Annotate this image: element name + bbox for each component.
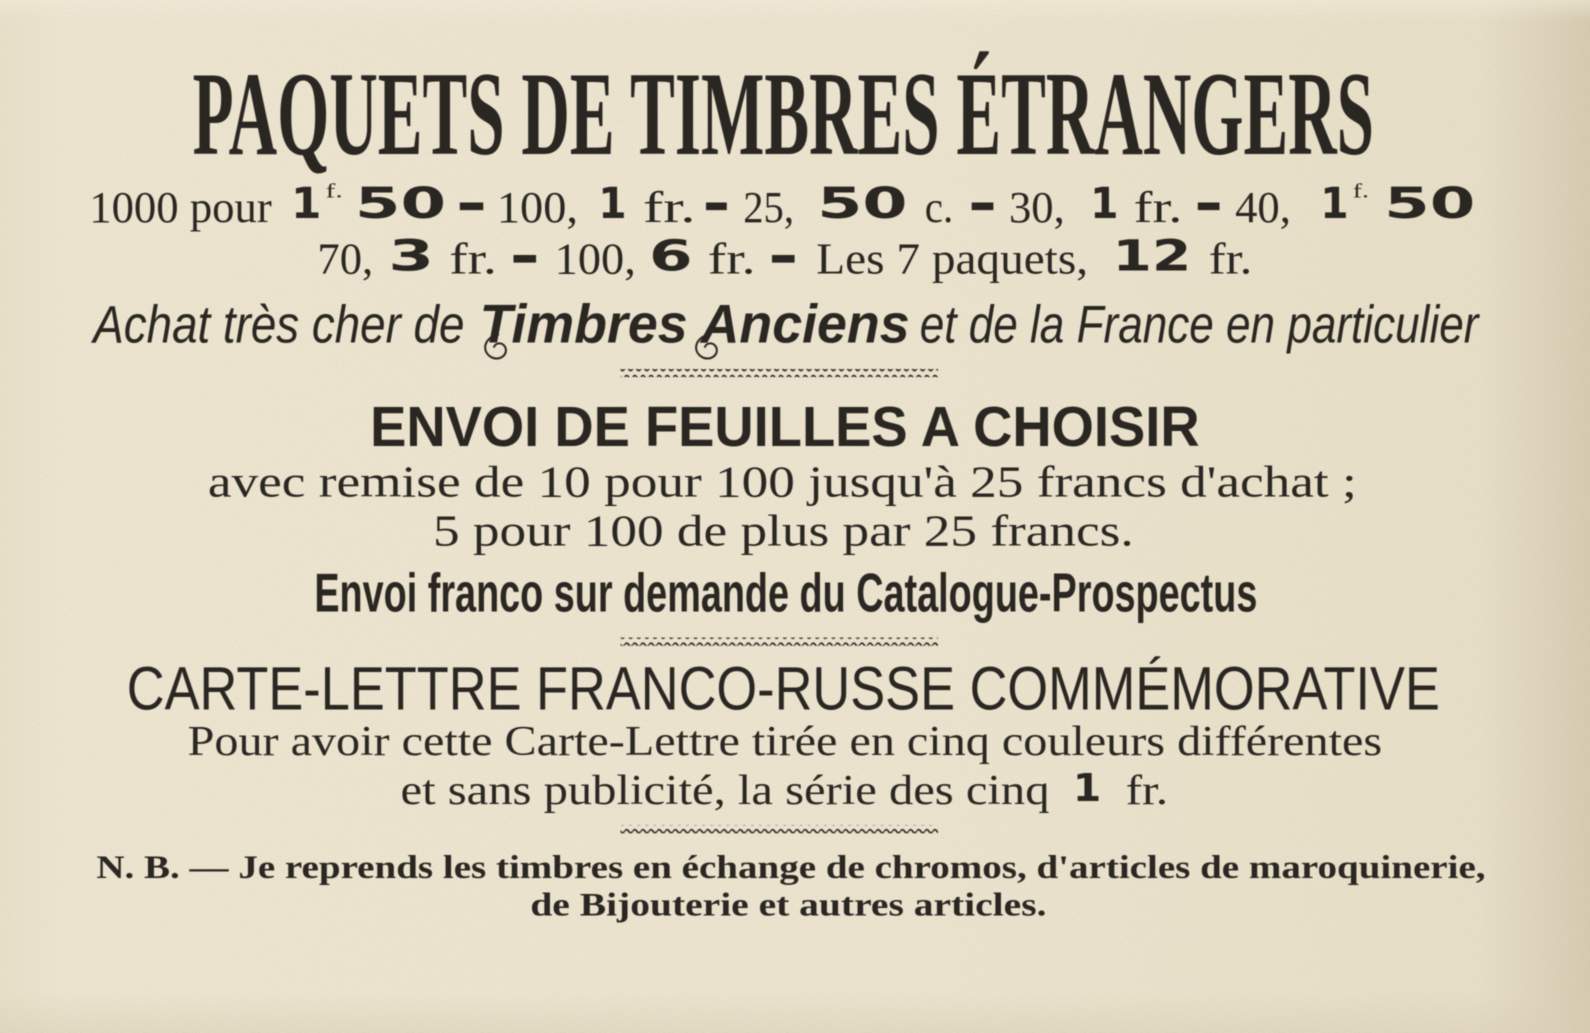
letter-card-amount: 1: [1072, 765, 1102, 811]
price-line-1: [89, 179, 1475, 232]
price-amount: 12: [1112, 231, 1192, 282]
price-dash: –: [1196, 178, 1221, 229]
wavy-divider: [621, 825, 938, 833]
price-amount: 1: [598, 178, 627, 229]
purchase-text: et de la France en particulier: [919, 295, 1481, 355]
purchase-line: [91, 293, 1481, 359]
note-line: de Bijouterie et autres articles.: [530, 887, 1047, 924]
price-dash: –: [704, 178, 729, 229]
price-amount: 50: [817, 178, 908, 229]
letter-card-text: fr.: [1125, 766, 1169, 814]
price-amount: 1: [291, 178, 322, 229]
price-text: 25,: [743, 182, 794, 233]
sheets-discount-line: avec remise de 10 pour 100 jusqu'à 25 francs d'achat ;: [207, 456, 1357, 507]
letter-card-heading: CARTE-LETTRE FRANCO-RUSSE COMMÉMORATIVE: [126, 654, 1440, 723]
price-amount: 50: [1384, 178, 1476, 229]
card-title: PAQUETS DE TIMBRES ÉTRANGERS: [192, 47, 1375, 181]
price-text: 100,: [496, 182, 578, 233]
price-dash: –: [970, 178, 995, 229]
price-line-2: [317, 232, 1252, 284]
price-dash: –: [770, 231, 797, 282]
price-text: 100,: [554, 233, 636, 284]
wavy-divider: [621, 369, 938, 377]
price-text: fr.: [1133, 182, 1183, 233]
price-text: 30,: [1008, 182, 1065, 233]
sheets-discount-line: 5 pour 100 de plus par 25 francs.: [432, 505, 1134, 556]
purchase-highlight: Timbres Anciens: [479, 292, 910, 355]
price-amount: 1: [1320, 178, 1349, 229]
price-dash: –: [512, 231, 538, 282]
letter-card-line: Pour avoir cette Carte-Lettre tirée en cinq couleurs différentes: [187, 718, 1383, 766]
price-superscript: f.: [1352, 180, 1369, 203]
sheets-heading: ENVOI DE FEUILLES A CHOISIR: [370, 396, 1200, 460]
purchase-text: Achat très cher de: [90, 295, 465, 355]
price-text: fr.: [1208, 233, 1253, 284]
price-amount: 3: [388, 231, 435, 282]
price-text: fr.: [642, 182, 696, 233]
price-dash: –: [458, 178, 485, 229]
price-superscript: f.: [325, 180, 343, 203]
catalogue-line: Envoi franco sur demande du Catalogue-Prospectus: [314, 561, 1258, 624]
price-text: 40,: [1235, 182, 1291, 233]
price-text: 1000 pour: [89, 182, 272, 233]
price-text: 70,: [317, 233, 374, 284]
letter-card-text: et sans publicité, la série des cinq: [400, 766, 1050, 814]
wavy-divider: [621, 638, 938, 646]
price-text: c.: [924, 182, 954, 233]
price-amount: 1: [1090, 178, 1119, 229]
price-text: Les 7 paquets,: [816, 233, 1089, 284]
price-text: fr.: [707, 233, 756, 284]
price-text: fr.: [449, 233, 497, 284]
price-amount: 6: [648, 231, 693, 282]
note-line: N. B. — Je reprends les timbres en échange de chromos, d'articles de maroquinerie,: [96, 849, 1486, 886]
price-amount: 50: [354, 178, 447, 229]
